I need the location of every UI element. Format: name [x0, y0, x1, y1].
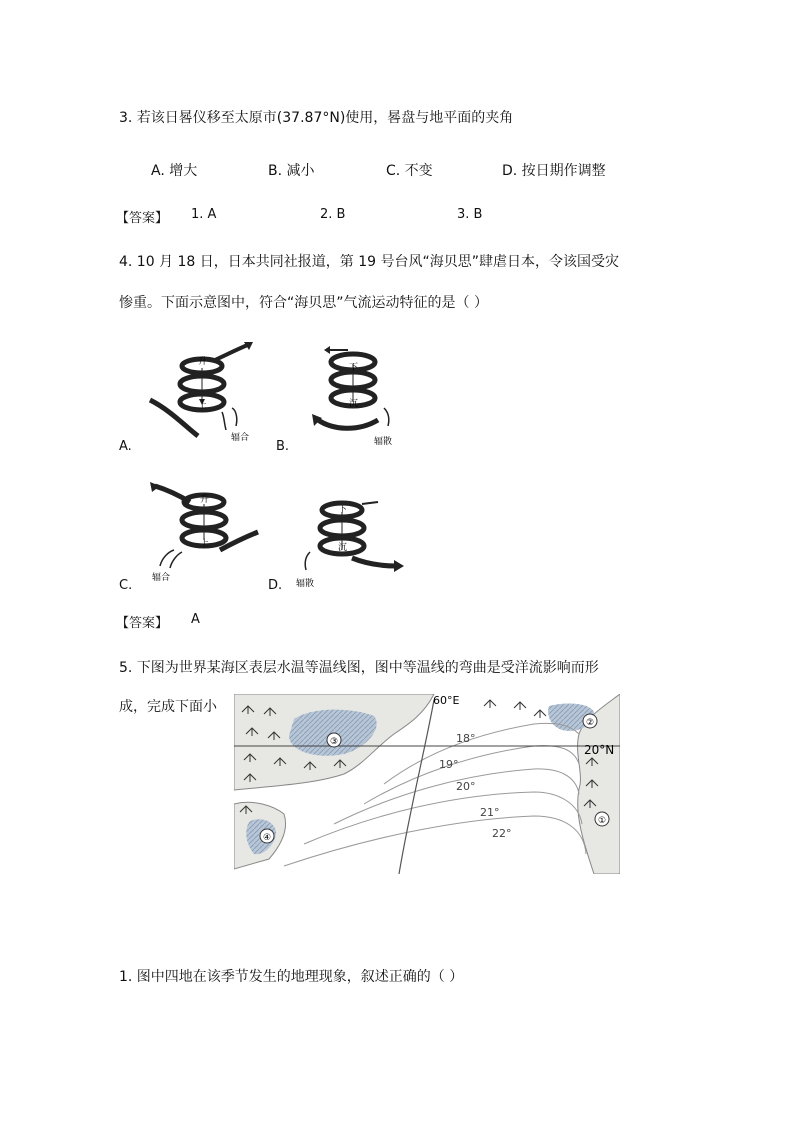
meridian-label: 60°E	[433, 694, 460, 707]
q3-option-c: C. 不变	[386, 163, 433, 179]
answer-item: 1. A	[191, 207, 217, 222]
q4-stem-line2: 惨重。下面示意图中，符合“海贝思”气流运动特征的是（ ）	[119, 295, 488, 311]
isotherm-19-label: 19°	[439, 758, 459, 771]
q4-stem-line1: 4. 10 月 18 日，日本共同社报道，第 19 号台风“海贝思”肆虐日本，令该国受灾	[119, 254, 620, 270]
answer-value: A	[191, 612, 200, 627]
place-1: ①	[598, 816, 607, 826]
q4-option-a: A.	[119, 439, 132, 454]
q5-stem-line1: 5. 下图为世界某海区表层水温等温线图，图中等温线的弯曲是受洋流影响而形	[119, 660, 599, 676]
parallel-label: 20°N	[584, 743, 615, 757]
diagram-d-diverge: 辐散	[296, 579, 315, 589]
q3-option-b: B. 减小	[268, 163, 315, 179]
diagram-d-sink-bottom: 沉	[338, 543, 348, 553]
answer-item: 2. B	[320, 207, 346, 222]
q4-option-b: B.	[276, 439, 290, 454]
place-4: ④	[263, 833, 272, 843]
diagram-d-sink-top: 下	[338, 505, 348, 515]
answer-label: 【答案】	[116, 211, 169, 226]
diagram-d-sinking-divergence	[292, 490, 407, 590]
isotherm-18-label: 18°	[456, 732, 476, 745]
diagram-c-rising-convergence	[140, 480, 265, 586]
q5-stem-line2: 成，完成下面小	[119, 699, 217, 715]
isotherm-map	[234, 694, 620, 874]
answer-item: 3. B	[457, 207, 483, 222]
diagram-a-rise-bottom: 上	[198, 401, 208, 411]
diagram-b-sink-top: 下	[349, 363, 359, 373]
place-2: ②	[586, 718, 595, 728]
diagram-a-converge: 辐合	[231, 433, 250, 443]
q4-option-d: D.	[268, 578, 283, 593]
q4-option-c: C.	[119, 578, 133, 593]
diagram-c-rise-bottom: 上	[200, 539, 210, 549]
isotherm-20-label: 20°	[456, 780, 476, 793]
diagram-c-converge: 辐合	[152, 573, 171, 583]
sub1-stem: 1. 图中四地在该季节发生的地理现象，叙述正确的（ ）	[119, 969, 464, 985]
q3-option-a: A. 增大	[151, 163, 198, 179]
isotherm-21-label: 21°	[480, 806, 500, 819]
place-3: ③	[330, 737, 339, 747]
diagram-a-rising-convergence	[140, 338, 265, 448]
diagram-a-rise-top: 升	[198, 357, 208, 367]
diagram-b-sinking-divergence	[298, 340, 408, 448]
diagram-c-rise-top: 升	[200, 495, 210, 505]
isotherm-22-label: 22°	[492, 827, 512, 840]
diagram-b-diverge: 辐散	[374, 437, 393, 447]
diagram-b-sink-bottom: 沉	[349, 399, 359, 409]
q3-stem: 3. 若该日晷仪移至太原市(37.87°N)使用，晷盘与地平面的夹角	[119, 110, 514, 126]
q3-option-d: D. 按日期作调整	[502, 163, 606, 179]
answer-label: 【答案】	[116, 616, 169, 631]
